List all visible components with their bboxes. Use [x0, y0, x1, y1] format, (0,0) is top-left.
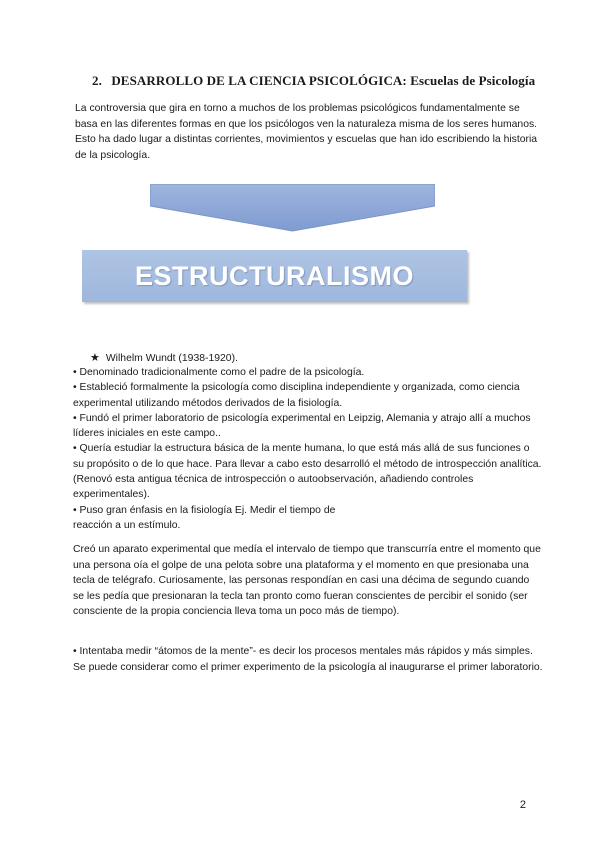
estructuralismo-banner — [82, 250, 467, 302]
list-item: • Puso gran énfasis en la fisiología Ej. Medir el tiempo de reacción a un estímulo. — [73, 504, 336, 531]
list-item: • Denominado tradicionalmente como el padre de la psicología. — [73, 367, 365, 378]
author-name: Wilhelm Wundt (1938-1920). — [105, 353, 238, 364]
list-item: • Fundó el primer laboratorio de psicología experimental en Leipzig, Alemania y atrajo allí a muchos líderes iniciales en este campo.. — [73, 412, 531, 440]
section-subtitle: Escuelas de Psicología — [410, 73, 536, 88]
section-heading — [92, 73, 562, 89]
banner-title: ESTRUCTURALISMO — [135, 260, 414, 291]
down-arrow-icon — [150, 184, 435, 232]
section-title: DESARROLLO DE LA CIENCIA PSICOLÓGICA: — [111, 73, 407, 88]
page-number: 2 — [519, 799, 526, 811]
body-paragraph: Creó un aparato experimental que medía el intervalo de tiempo que transcurría entre el momento que una persona oía el golpe de una pelota sobre una plataforma y el momento en que presionaba una tecla de telégrafo. Curiosamente, las personas respondían en casi una décima de segundo cuando se les pedía que presionaran la tecla tan pronto como fueran conscientes de percibir el sonido (ser consciente de la propia conciencia lleva toma un poco más de tiempo). — [73, 544, 541, 617]
bullet-list — [73, 365, 543, 533]
closing-paragraph: • Intentaba medir “átomos de la mente”- es decir los procesos mentales más rápidos y más simples. Se puede considerar como el primer experimento de la psicología al inaugurarse el primer laboratorio. — [73, 646, 543, 673]
list-item: • Quería estudiar la estructura básica de la mente humana, lo que está más allá de sus funciones o su propósito o de lo que hace. Para llevar a cabo esto desarrolló el método de introspección analítica. (Renovó esta antigua técnica de introspección o autoobservación, añadiendo controles experimentales). — [73, 443, 542, 501]
section-number: 2. — [92, 73, 102, 88]
intro-paragraph: La controversia que gira en torno a muchos de los problemas psicológicos fundamentalmente se basa en las diferentes formas en que los psicólogos ven la naturaleza misma de los seres humanos. Esto ha dado lugar a distintas corrientes, movimientos y escuelas que han ido escribiendo la historia de la psicología. — [75, 103, 538, 161]
star-icon: ★ — [90, 352, 100, 364]
author-line — [90, 351, 238, 364]
list-item: • Estableció formalmente la psicología como disciplina independiente y organizada, como ciencia experimental utilizando métodos derivados de la fisiología. — [73, 382, 520, 409]
